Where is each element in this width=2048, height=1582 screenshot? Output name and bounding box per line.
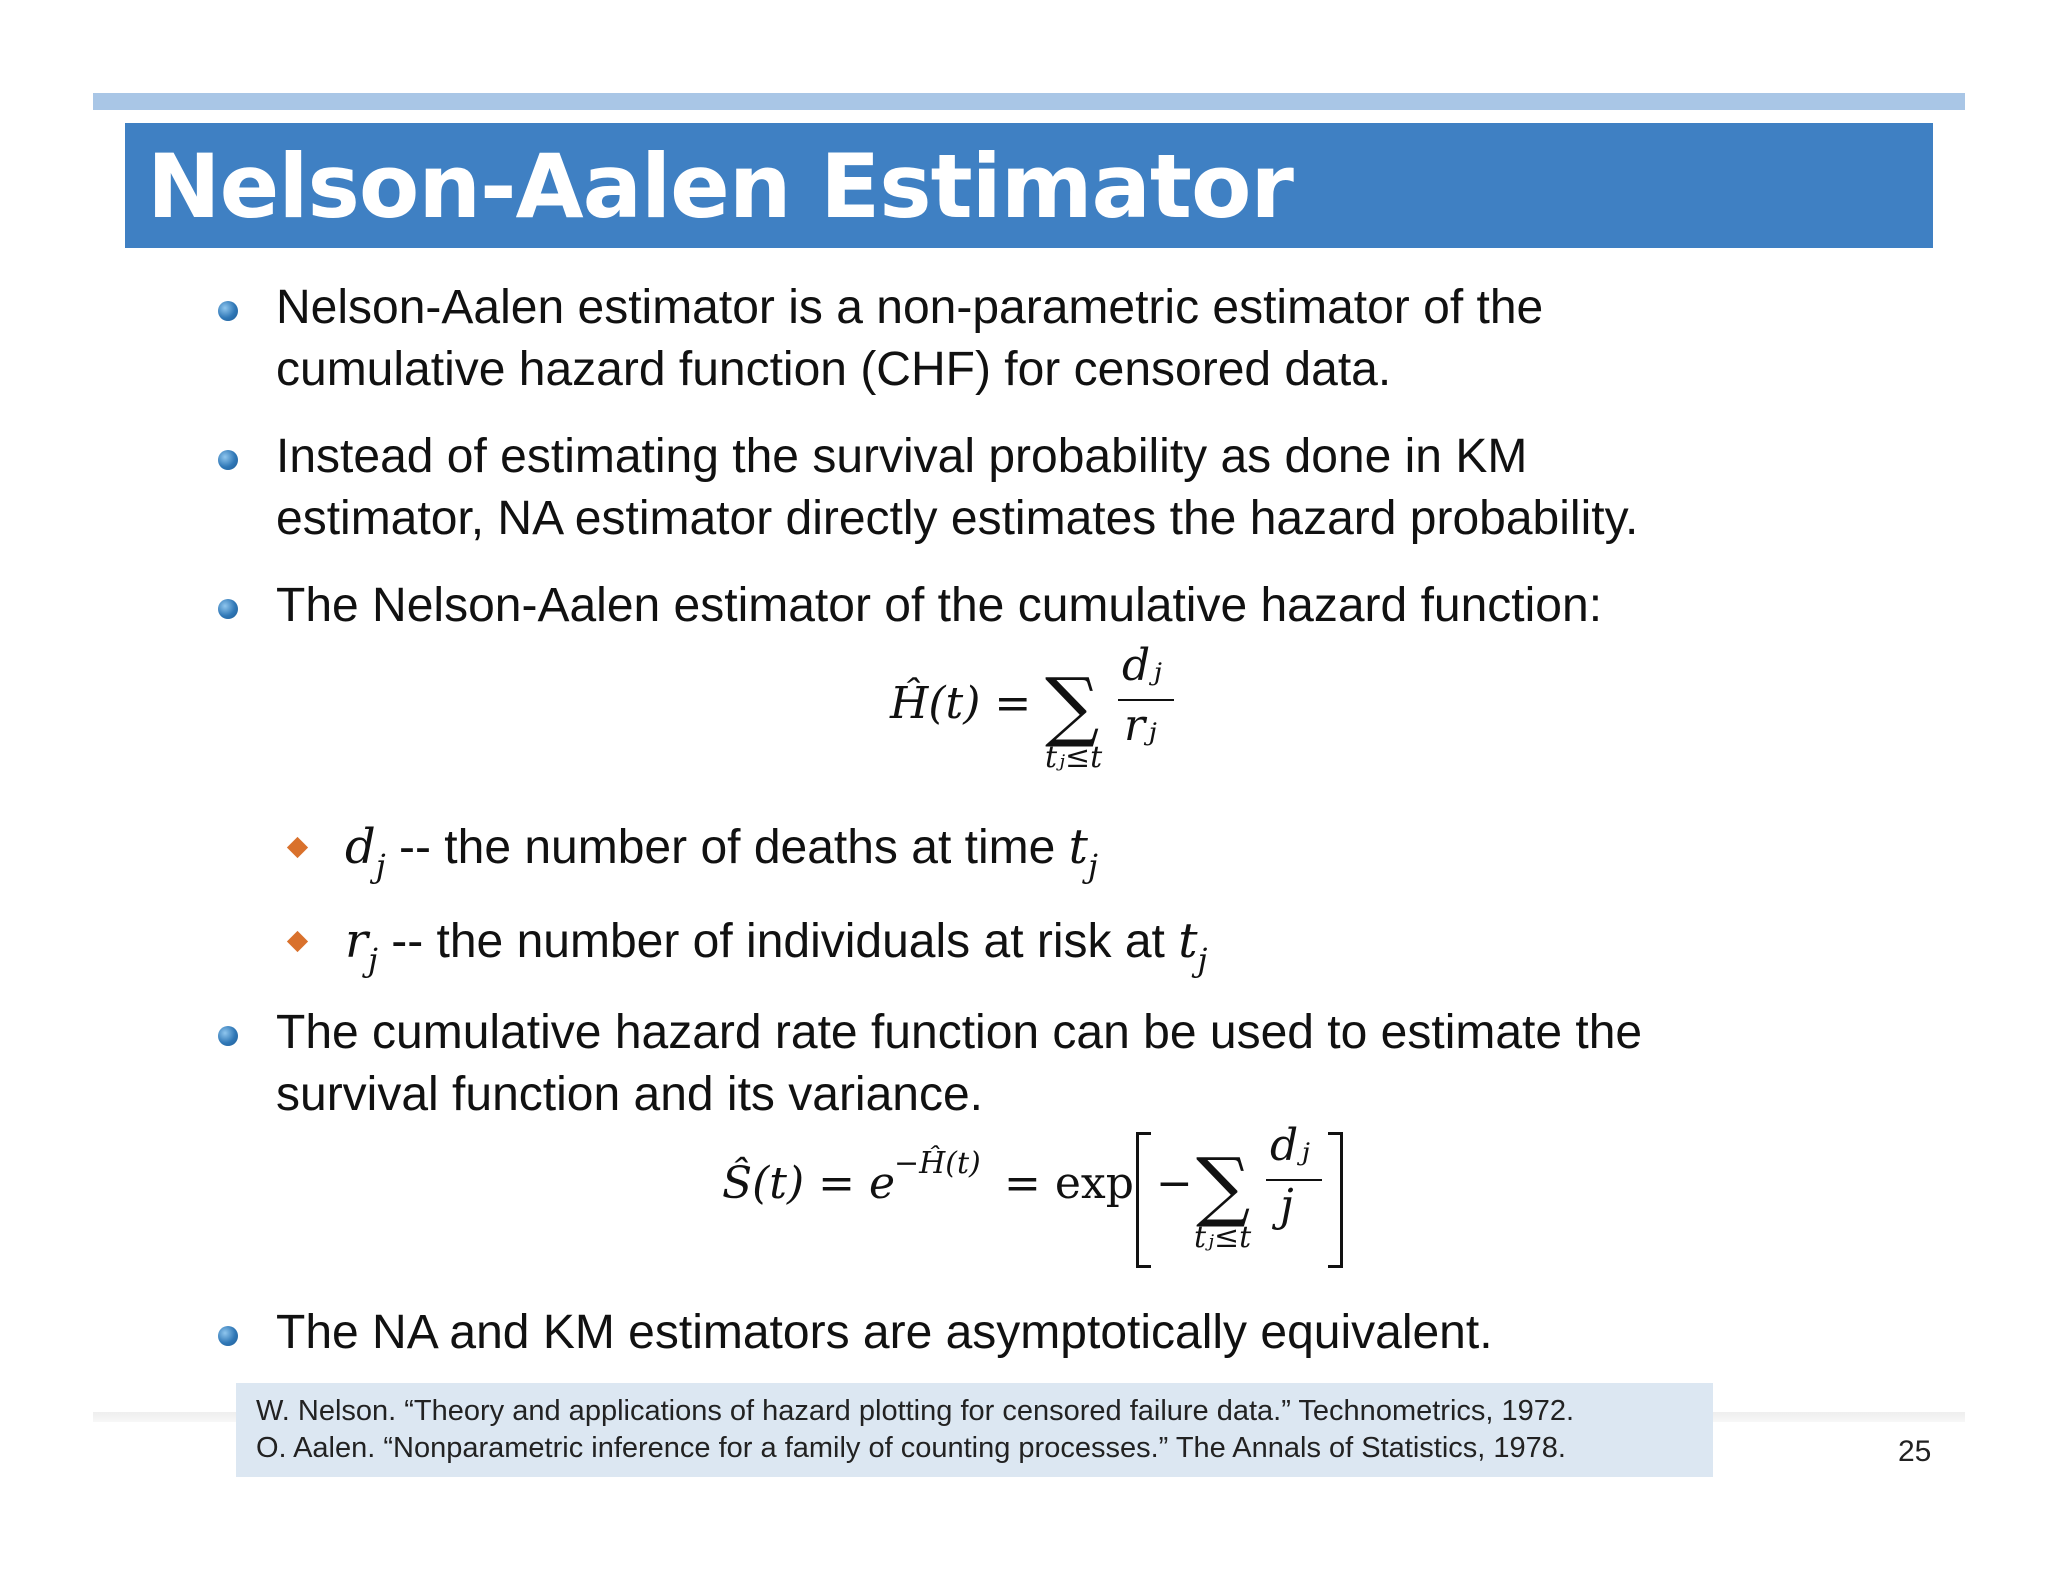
bullet-text-line: The NA and KM estimators are asymptotically equivalent. xyxy=(276,1306,1493,1359)
fraction-denominator: j xyxy=(1280,1180,1294,1231)
fraction-bar xyxy=(1266,1179,1322,1181)
fraction-numerator: dⱼ xyxy=(1122,640,1162,691)
summation-icon: ∑ xyxy=(1196,1141,1251,1230)
math-subscript: j xyxy=(367,941,378,979)
formula-exponent: −Ĥ(t) xyxy=(894,1146,981,1181)
bullet-text-line: cumulative hazard function (CHF) for censored data. xyxy=(276,343,1392,396)
sub-bullet-text: -- the number of individuals at risk at xyxy=(377,915,1179,968)
summation-icon: ∑ xyxy=(1045,661,1100,750)
bullet-text-line: estimator, NA estimator directly estimates the hazard probability. xyxy=(276,492,1639,545)
bullet-estimator-formula-intro xyxy=(276,575,1836,637)
bullet-dot-icon xyxy=(218,599,238,619)
bullet-dot-icon xyxy=(218,301,238,321)
bullet-text-line: Nelson-Aalen estimator is a non-parametric estimator of the xyxy=(276,281,1544,334)
bullet-dot-icon xyxy=(218,1326,238,1346)
sub-bullet-at-risk xyxy=(345,910,1745,977)
fraction-numerator: dⱼ xyxy=(1270,1120,1310,1171)
sub-bullet-deaths xyxy=(345,816,1745,883)
formula-minus: − xyxy=(1156,1158,1193,1209)
slide-title: Nelson-Aalen Estimator xyxy=(147,135,1293,238)
left-bracket xyxy=(1136,1132,1151,1268)
formula-lhs: Ŝ(t) = e xyxy=(722,1158,896,1209)
formula-lhs: Ĥ(t) = xyxy=(890,678,1032,729)
diamond-bullet-icon xyxy=(287,931,308,952)
math-variable: d xyxy=(345,819,376,875)
summation-lower-limit: tⱼ≤t xyxy=(1194,1220,1252,1255)
reference-aalen: O. Aalen. “Nonparametric inference for a family of counting processes.” The Annals of Statistics, 1978. xyxy=(256,1432,1566,1464)
bullet-text-line: Instead of estimating the survival probability as done in KM xyxy=(276,430,1528,483)
sub-bullet-text: -- the number of deaths at time xyxy=(385,821,1069,874)
math-subscript: j xyxy=(375,847,386,885)
math-subscript: j xyxy=(1197,941,1208,979)
math-variable: t xyxy=(1178,913,1198,969)
bullet-text-line: The Nelson-Aalen estimator of the cumulative hazard function: xyxy=(276,579,1603,632)
summation-lower-limit: tⱼ≤t xyxy=(1045,740,1103,775)
diamond-bullet-icon xyxy=(287,837,308,858)
page-number: 25 xyxy=(1898,1435,1932,1468)
formula-cumulative-hazard xyxy=(890,640,1190,798)
reference-nelson: W. Nelson. “Theory and applications of hazard plotting for censored failure data.” Technometrics, 1972. xyxy=(256,1395,1575,1427)
math-variable: r xyxy=(345,913,368,969)
formula-survival-estimate xyxy=(722,1120,1362,1278)
title-bar xyxy=(125,123,1933,248)
bullet-dot-icon xyxy=(218,450,238,470)
formula-exp: = exp xyxy=(1004,1158,1134,1209)
bullet-text-line: The cumulative hazard rate function can be used to estimate the xyxy=(276,1006,1643,1059)
top-accent-rule xyxy=(93,93,1965,110)
bullet-asymptotic-equivalence xyxy=(276,1302,1836,1364)
bullet-km-comparison xyxy=(276,426,1836,550)
math-subscript: j xyxy=(1087,847,1098,885)
right-bracket xyxy=(1328,1132,1343,1268)
bullet-dot-icon xyxy=(218,1026,238,1046)
bullet-chf-definition xyxy=(276,277,1836,401)
bullet-text-line: survival function and its variance. xyxy=(276,1068,984,1121)
bullet-survival-function xyxy=(276,1002,1836,1126)
math-variable: t xyxy=(1068,819,1088,875)
references-box xyxy=(236,1383,1713,1477)
fraction-denominator: rⱼ xyxy=(1124,700,1157,751)
